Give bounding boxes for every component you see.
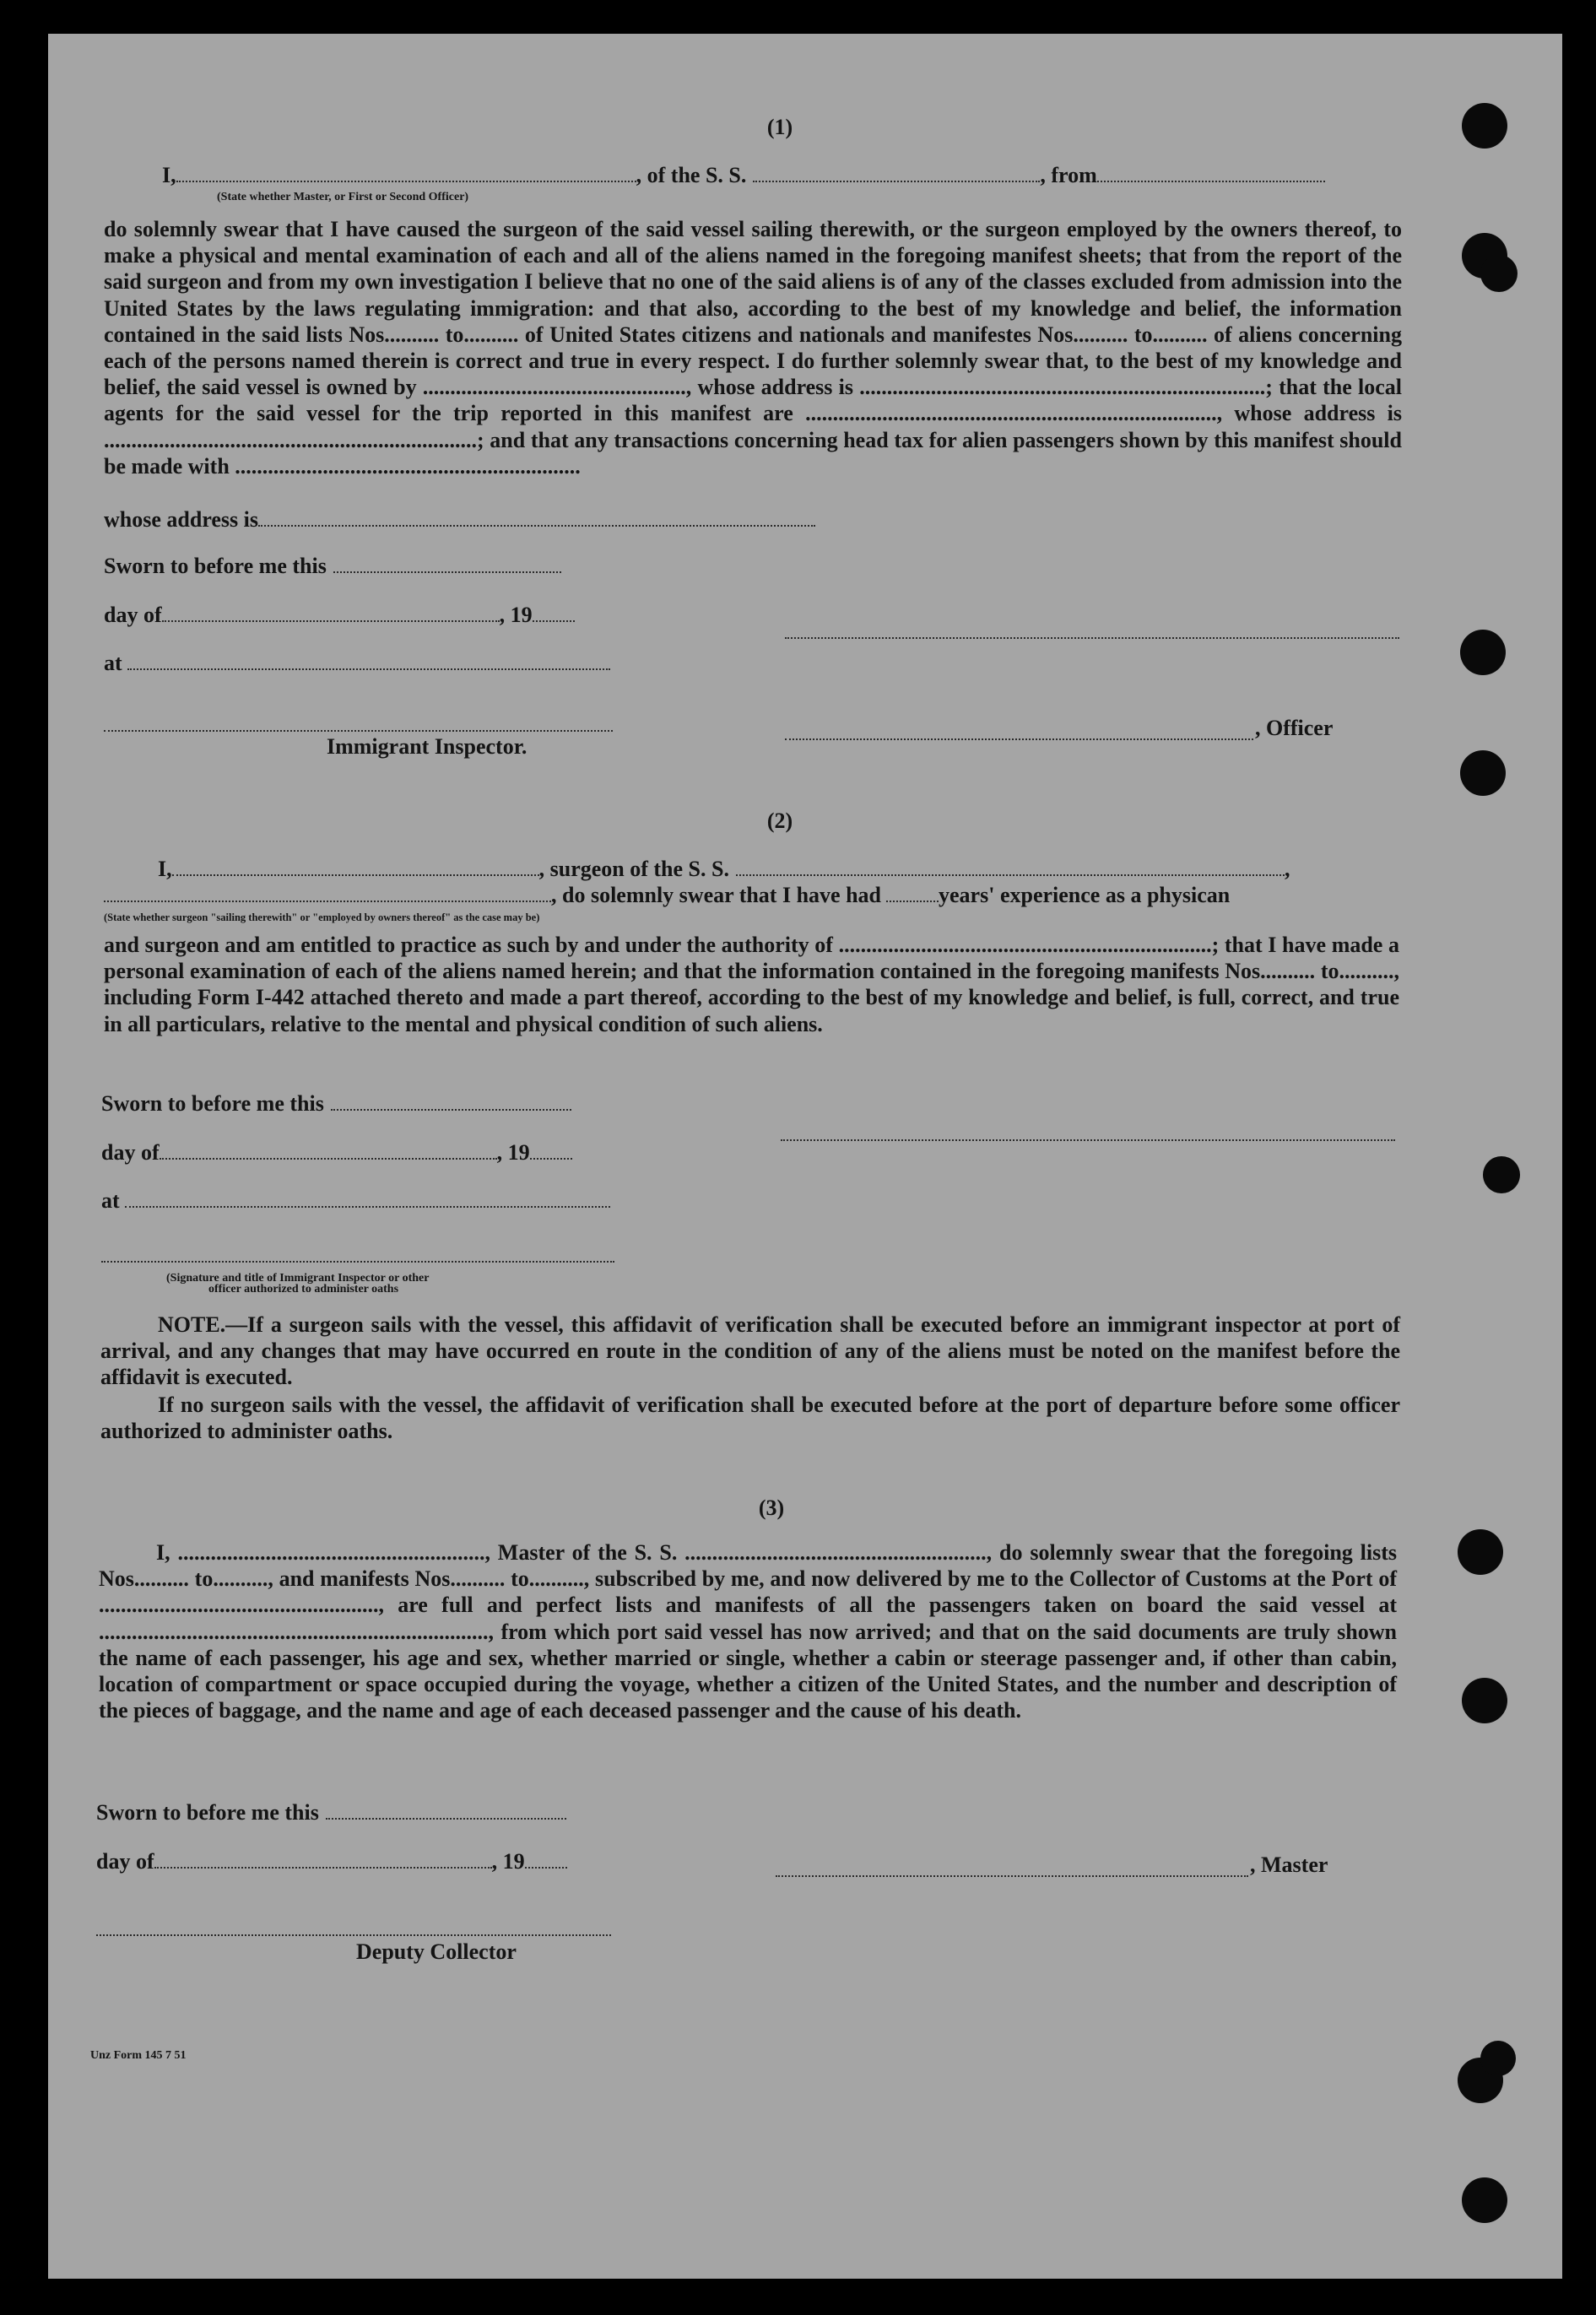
label-i: I,: [162, 163, 176, 187]
form-number: Unz Form 145 7 51: [90, 2049, 187, 2062]
label-from: , from: [1040, 163, 1097, 187]
punch-hole: [1458, 1529, 1503, 1575]
officer-signature-line[interactable]: [785, 737, 1253, 740]
label-officer: , Officer: [1255, 716, 1334, 740]
label-years: years' experience as a physican: [939, 883, 1231, 907]
label-sworn: Sworn to before me this: [101, 1091, 324, 1116]
at-line: [104, 650, 610, 676]
day-line: [96, 1848, 567, 1874]
label-day-of: day of: [104, 603, 162, 627]
day-line: [104, 602, 575, 628]
note-paragraph-2: If no surgeon sails with the vessel, the affidavit of verification shall be executed before at the port of departure before some officer authorized to administer oaths.: [100, 1393, 1400, 1444]
sworn-line: [104, 553, 561, 579]
label-day-of: day of: [101, 1140, 160, 1165]
label-whose-address: whose address is: [104, 507, 259, 532]
section-number: (3): [758, 1496, 785, 1520]
signature-note-line1: (Signature and title of Immigrant Inspector or other: [166, 1272, 430, 1285]
label-master: , Master: [1250, 1853, 1328, 1877]
vessel-field[interactable]: [736, 871, 1285, 876]
punch-hole: [1460, 630, 1506, 675]
oath-line-surgeon: I, , surgeon of the S. S. ,: [158, 857, 1290, 881]
year-field[interactable]: [533, 617, 575, 622]
inspector-signature-line[interactable]: [104, 728, 613, 732]
label-at: at: [101, 1188, 120, 1213]
punch-hole: [1462, 1678, 1507, 1723]
label-surgeon-of-ss: , surgeon of the S. S.: [538, 857, 729, 881]
at-field[interactable]: [125, 1203, 610, 1208]
label-deputy-collector: Deputy Collector: [356, 1939, 517, 1964]
section-number: (1): [766, 115, 793, 139]
section1-body: do solemnly swear that I have caused the surgeon of the said vessel sailing therewith, or the surgeon employed by the owners thereof, to make a physical and mental examination of each and all of the aliens named in the foregoing manifest sheets; that from the report of the said surgeon and from my own investigation I believe that no one of the said aliens is of any of the classes excluded from admission into the United States by the laws regulating immigration: and that also, according to the best of my knowledge and belief, the information contained in the said lists Nos.......... to.......... of United States citizens and nationals and manifestes Nos.......... to.......... of aliens concerning each of the persons named therein is correct and true in every respect. I do further solemnly swear that, to the best of my knowledge and belief, the said vessel is owned by ................................................, whose address is ..........................................................................; that the local agents for the said vessel for the trip reported in this manifest are ..........................................................................., whose address is ....................................................................; and that any transactions concerning head tax for alien passengers shown by this manifest should be made with ...............................................................: [104, 217, 1402, 479]
sworn-field[interactable]: [331, 1106, 571, 1111]
label-i: I,: [158, 857, 172, 881]
year-field[interactable]: [525, 1863, 567, 1869]
from-field[interactable]: [1097, 177, 1325, 182]
master-signature-line[interactable]: [776, 1874, 1248, 1877]
officer-signature-line-upper[interactable]: [785, 636, 1399, 639]
punch-hole: [1483, 1156, 1520, 1193]
form-page: [48, 34, 1562, 2279]
signature-note-line2: officer authorized to administer oaths: [208, 1283, 399, 1295]
year-field[interactable]: [530, 1155, 572, 1160]
sworn-line: [101, 1090, 571, 1117]
surgeon-note: (State whether surgeon "sailing therewith" or "employed by owners thereof" as the case may be): [104, 911, 540, 923]
note-paragraph-1: NOTE.—If a surgeon sails with the vessel, this affidavit of verification shall be executed before an immigrant inspector at port of arrival, and any changes that may have occurred en route in the condition of any of the aliens must be noted on the manifest before the affidavit is executed.: [100, 1312, 1400, 1390]
at-line: [101, 1187, 610, 1214]
whose-address-line: [104, 506, 815, 533]
label-do-swear: , do solemnly swear that I have had: [551, 883, 882, 907]
label-year: , 19: [496, 1140, 530, 1165]
name-field[interactable]: [176, 177, 636, 182]
label-immigrant-inspector: Immigrant Inspector.: [327, 734, 527, 759]
sworn-field[interactable]: [326, 1815, 566, 1820]
officer-note: (State whether Master, or First or Second Officer): [217, 191, 469, 203]
punch-hole: [1462, 2177, 1507, 2223]
day-field[interactable]: [154, 1863, 492, 1869]
day-field[interactable]: [162, 617, 500, 622]
day-line: [101, 1139, 572, 1166]
day-field[interactable]: [160, 1155, 497, 1160]
inspector-signature-line[interactable]: [101, 1259, 614, 1263]
section2-body: and surgeon and am entitled to practice as such by and under the authority of ....................................................................; that I have made a personal examination of each of the aliens named herein; and that the information contained in the foregoing manifests Nos.......... to.........., including Form I-442 attached thereto and made a part thereof, according to the best of my knowledge and belief, is full, correct, and true in all particulars, relative to the mental and physical condition of such aliens.: [104, 933, 1399, 1036]
section-number: (2): [766, 809, 793, 833]
oath-line-officer: [162, 162, 1325, 188]
label-sworn: Sworn to before me this: [104, 554, 327, 578]
label-of-ss: , of the S. S.: [636, 163, 747, 187]
surgeon-name-field[interactable]: [172, 871, 539, 876]
sworn-field[interactable]: [333, 568, 561, 573]
label-at: at: [104, 651, 122, 675]
punch-hole: [1480, 255, 1518, 292]
surgeon-signature-line[interactable]: [781, 1138, 1395, 1141]
years-field[interactable]: [886, 897, 939, 902]
vessel-field[interactable]: [753, 177, 1040, 182]
at-field[interactable]: [127, 665, 610, 670]
punch-hole: [1460, 750, 1506, 796]
address-field[interactable]: [258, 522, 815, 527]
status-field[interactable]: [104, 897, 551, 902]
label-sworn: Sworn to before me this: [96, 1800, 319, 1825]
punch-hole: [1480, 2041, 1516, 2076]
sworn-line: [96, 1799, 566, 1825]
label-day-of: day of: [96, 1849, 154, 1874]
label-year: , 19: [499, 603, 533, 627]
label-year: , 19: [491, 1849, 525, 1874]
section3-body: I, ........................................................, Master of the S. S. ......................................................., do solemnly swear that the foregoing lists Nos.......... to.........., and manifests Nos.......... to.........., subscribed by me, and now delivered by me to the Collector of Customs at the Port of ..................................................., are full and perfect lists and manifests of all the passengers taken on board the said vessel at ......................................................................., from which port said vessel has now arrived; and that on the said documents are truly shown the name of each passenger, his age and sex, whether married or single, whether a cabin or steerage passenger and, if other than cabin, location of compartment or space occupied during the voyage, whether a citizen of the United States, and the number and description of the pieces of baggage, and the name and age of each deceased passenger and the cause of his death.: [99, 1540, 1397, 1723]
swear-line-surgeon: [104, 882, 1230, 908]
collector-signature-line[interactable]: [96, 1933, 611, 1936]
